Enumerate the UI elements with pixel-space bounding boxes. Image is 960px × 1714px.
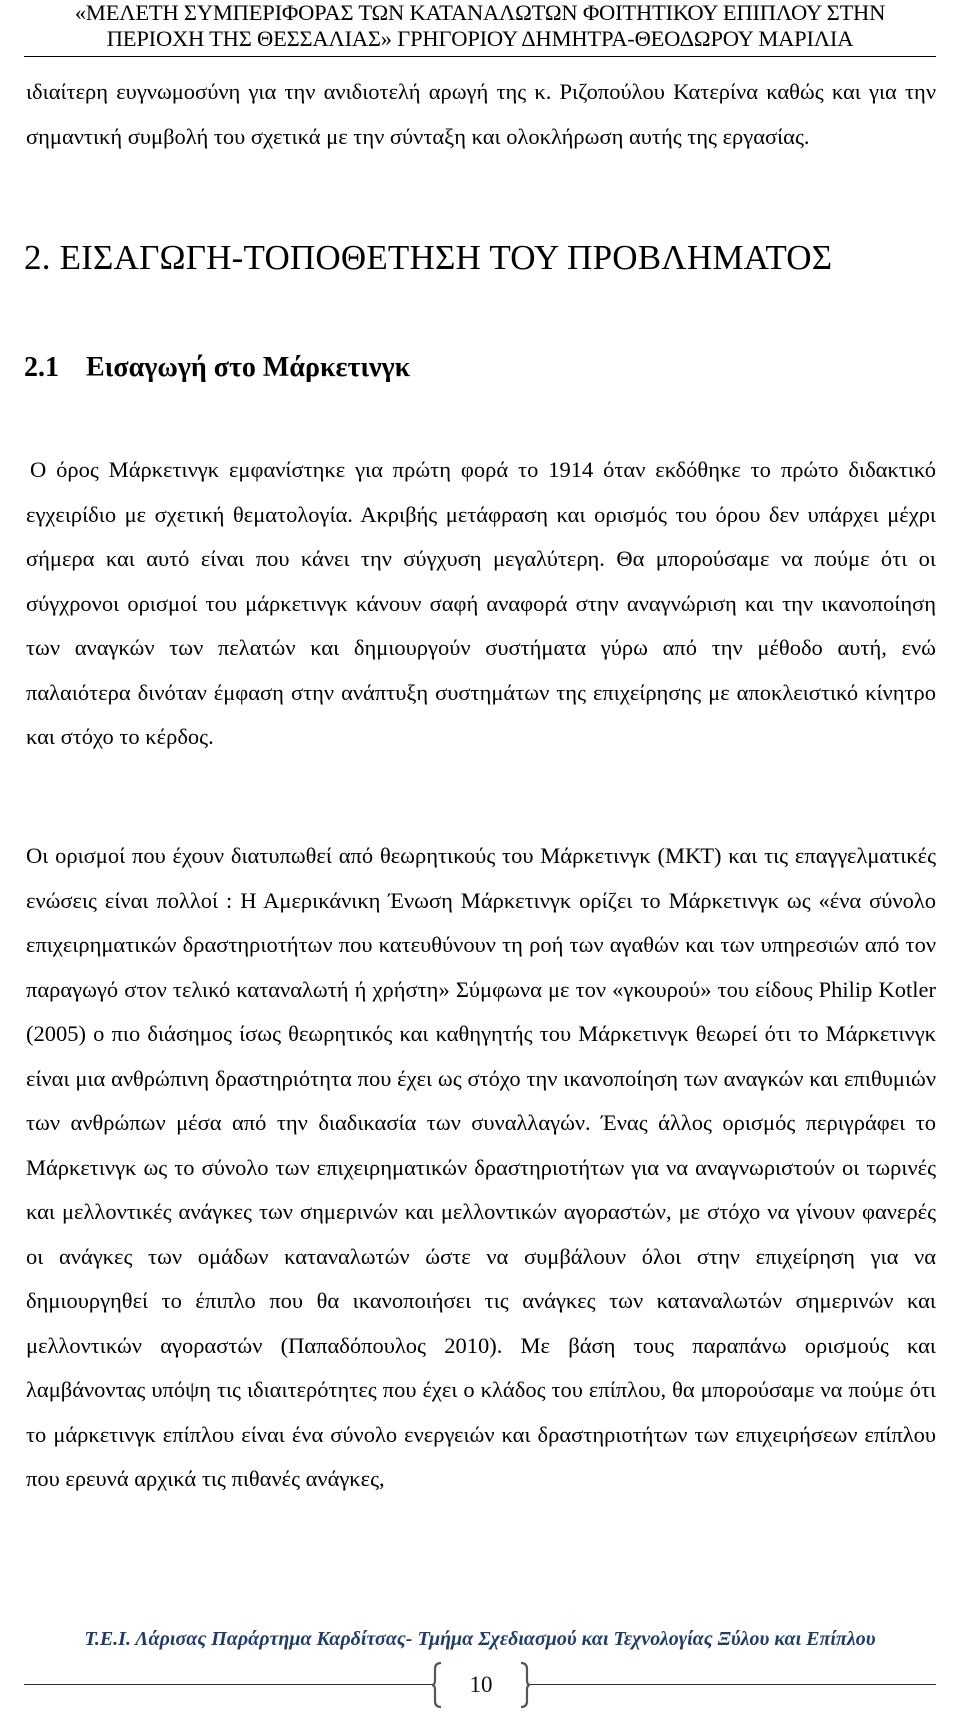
running-header: [0, 0, 960, 52]
footer-institution: Τ.Ε.Ι. Λάρισας Παράρτημα Καρδίτσας- Τμήμα Σχεδιασμού και Τεχνολογίας Ξύλου και Επίπλου: [84, 1628, 876, 1650]
subsection-number: 2.1: [24, 352, 59, 383]
header-line-2: ΠΕΡΙΟΧΗ ΤΗΣ ΘΕΣΣΑΛΙΑΣ» ΓΡΗΓΟΡΙΟΥ ΔΗΜΗΤΡΑ-ΘΕΟΔΩΡΟΥ ΜΑΡΙΛΙΑ: [106, 26, 854, 51]
page-number: 10: [469, 1672, 493, 1697]
acknowledgement-paragraph: ιδιαίτερη ευγνωμοσύνη για την ανιδιοτελή αρωγή της κ. Ριζοπούλου Κατερίνα καθώς και για την σημαντική συμβολή του σχετικά με την σύνταξη και ολοκλήρωση αυτής της εργασίας.: [26, 79, 936, 149]
page-number-box: [432, 1662, 530, 1708]
header-divider: [24, 56, 936, 57]
section-heading: 2. ΕΙΣΑΓΩΓΗ-ΤΟΠΟΘΕΤΗΣΗ ΤΟΥ ΠΡΟΒΛΗΜΑΤΟΣ: [24, 238, 833, 277]
paragraph-marketing-origin: Ο όρος Μάρκετινγκ εμφανίστηκε για πρώτη φορά το 1914 όταν εκδόθηκε το πρώτο διδακτικό εγχειρίδιο με σχετική θεματολογία. Ακριβής μετάφραση και ορισμός του όρου δεν υπάρχει μέχρι σήμερα και αυτό είναι που κάνει την σύγχυση μεγαλύτερη. Θα μπορούσαμε να πούμε ότι οι σύγχρονοι ορισμοί του μάρκετινγκ κάνουν σαφή αναφορά στην αναγνώριση και την ικανοποίηση των αναγκών των πελατών και δημιουργούν συστήματα γύρω από την μέθοδο αυτή, ενώ παλαιότερα δινόταν έμφαση στην ανάπτυξη συστημάτων της επιχείρησης με αποκλειστικό κίνητρο και στόχο το κέρδος.: [26, 457, 936, 749]
subsection-heading: [24, 350, 410, 386]
subsection-title: Εισαγωγή στο Μάρκετινγκ: [86, 352, 411, 383]
footer-divider-right: [530, 1684, 936, 1685]
header-line-1: «ΜΕΛΕΤΗ ΣΥΜΠΕΡΙΦΟΡΑΣ ΤΩΝ ΚΑΤΑΝΑΛΩΤΩΝ ΦΟΙΤΗΤΙΚΟΥ ΕΠΙΠΛΟΥ ΣΤΗΝ: [74, 0, 886, 25]
paragraph-marketing-definitions: Οι ορισμοί που έχουν διατυπωθεί από θεωρητικούς του Μάρκετινγκ (ΜΚΤ) και τις επαγγελματικές ενώσεις είναι πολλοί : Η Αμερικάνικη Ένωση Μάρκετινγκ ορίζει το Μάρκετινγκ ως «ένα σύνολο επιχειρηματικών δραστηριοτήτων που κατευθύνουν τη ροή των αγαθών και των υπηρεσιών από τον παραγωγό στον τελικό καταναλωτή ή χρήστη» Σύμφωνα με τον «γκουρού» του είδους Philip Kotler (2005) ο πιο διάσημος ίσως θεωρητικός και καθηγητής του Μάρκετινγκ θεωρεί ότι το Μάρκετινγκ είναι μια ανθρώπινη δραστηριότητα που έχει ως στόχο την ικανοποίηση των αναγκών και επιθυμιών των ανθρώπων μέσα από την διαδικασία των συναλλαγών. Ένας άλλος ορισμός περιγράφει το Μάρκετινγκ ως το σύνολο των επιχειρηματικών δραστηριοτήτων για να αναγνωριστούν οι τωρινές και μελλοντικές ανάγκες των σημερινών και μελλοντικών αγοραστών, με στόχο να γίνουν φανερές οι ανάγκες των ομάδων καταναλωτών ώστε να συμβάλουν όλοι στην επιχείρηση για να δημιουργηθεί το έπιπλο που θα ικανοποιήσει τις ανάγκες των καταναλωτών σημερινών και μελλοντικών αγοραστών (Παπαδόπουλος 2010). Με βάση τους παραπάνω ορισμούς και λαμβάνοντας υπόψη τις ιδιαιτερότητες που έχει ο κλάδος του επίπλου, θα μπορούσαμε να πούμε ότι το μάρκετινγκ επίπλου είναι ένα σύνολο ενεργειών και δραστηριοτήτων των επιχειρήσεων επίπλου που ερευνά αρχικά τις πιθανές ανάγκες,: [26, 843, 936, 1491]
footer-divider-left: [24, 1684, 432, 1685]
